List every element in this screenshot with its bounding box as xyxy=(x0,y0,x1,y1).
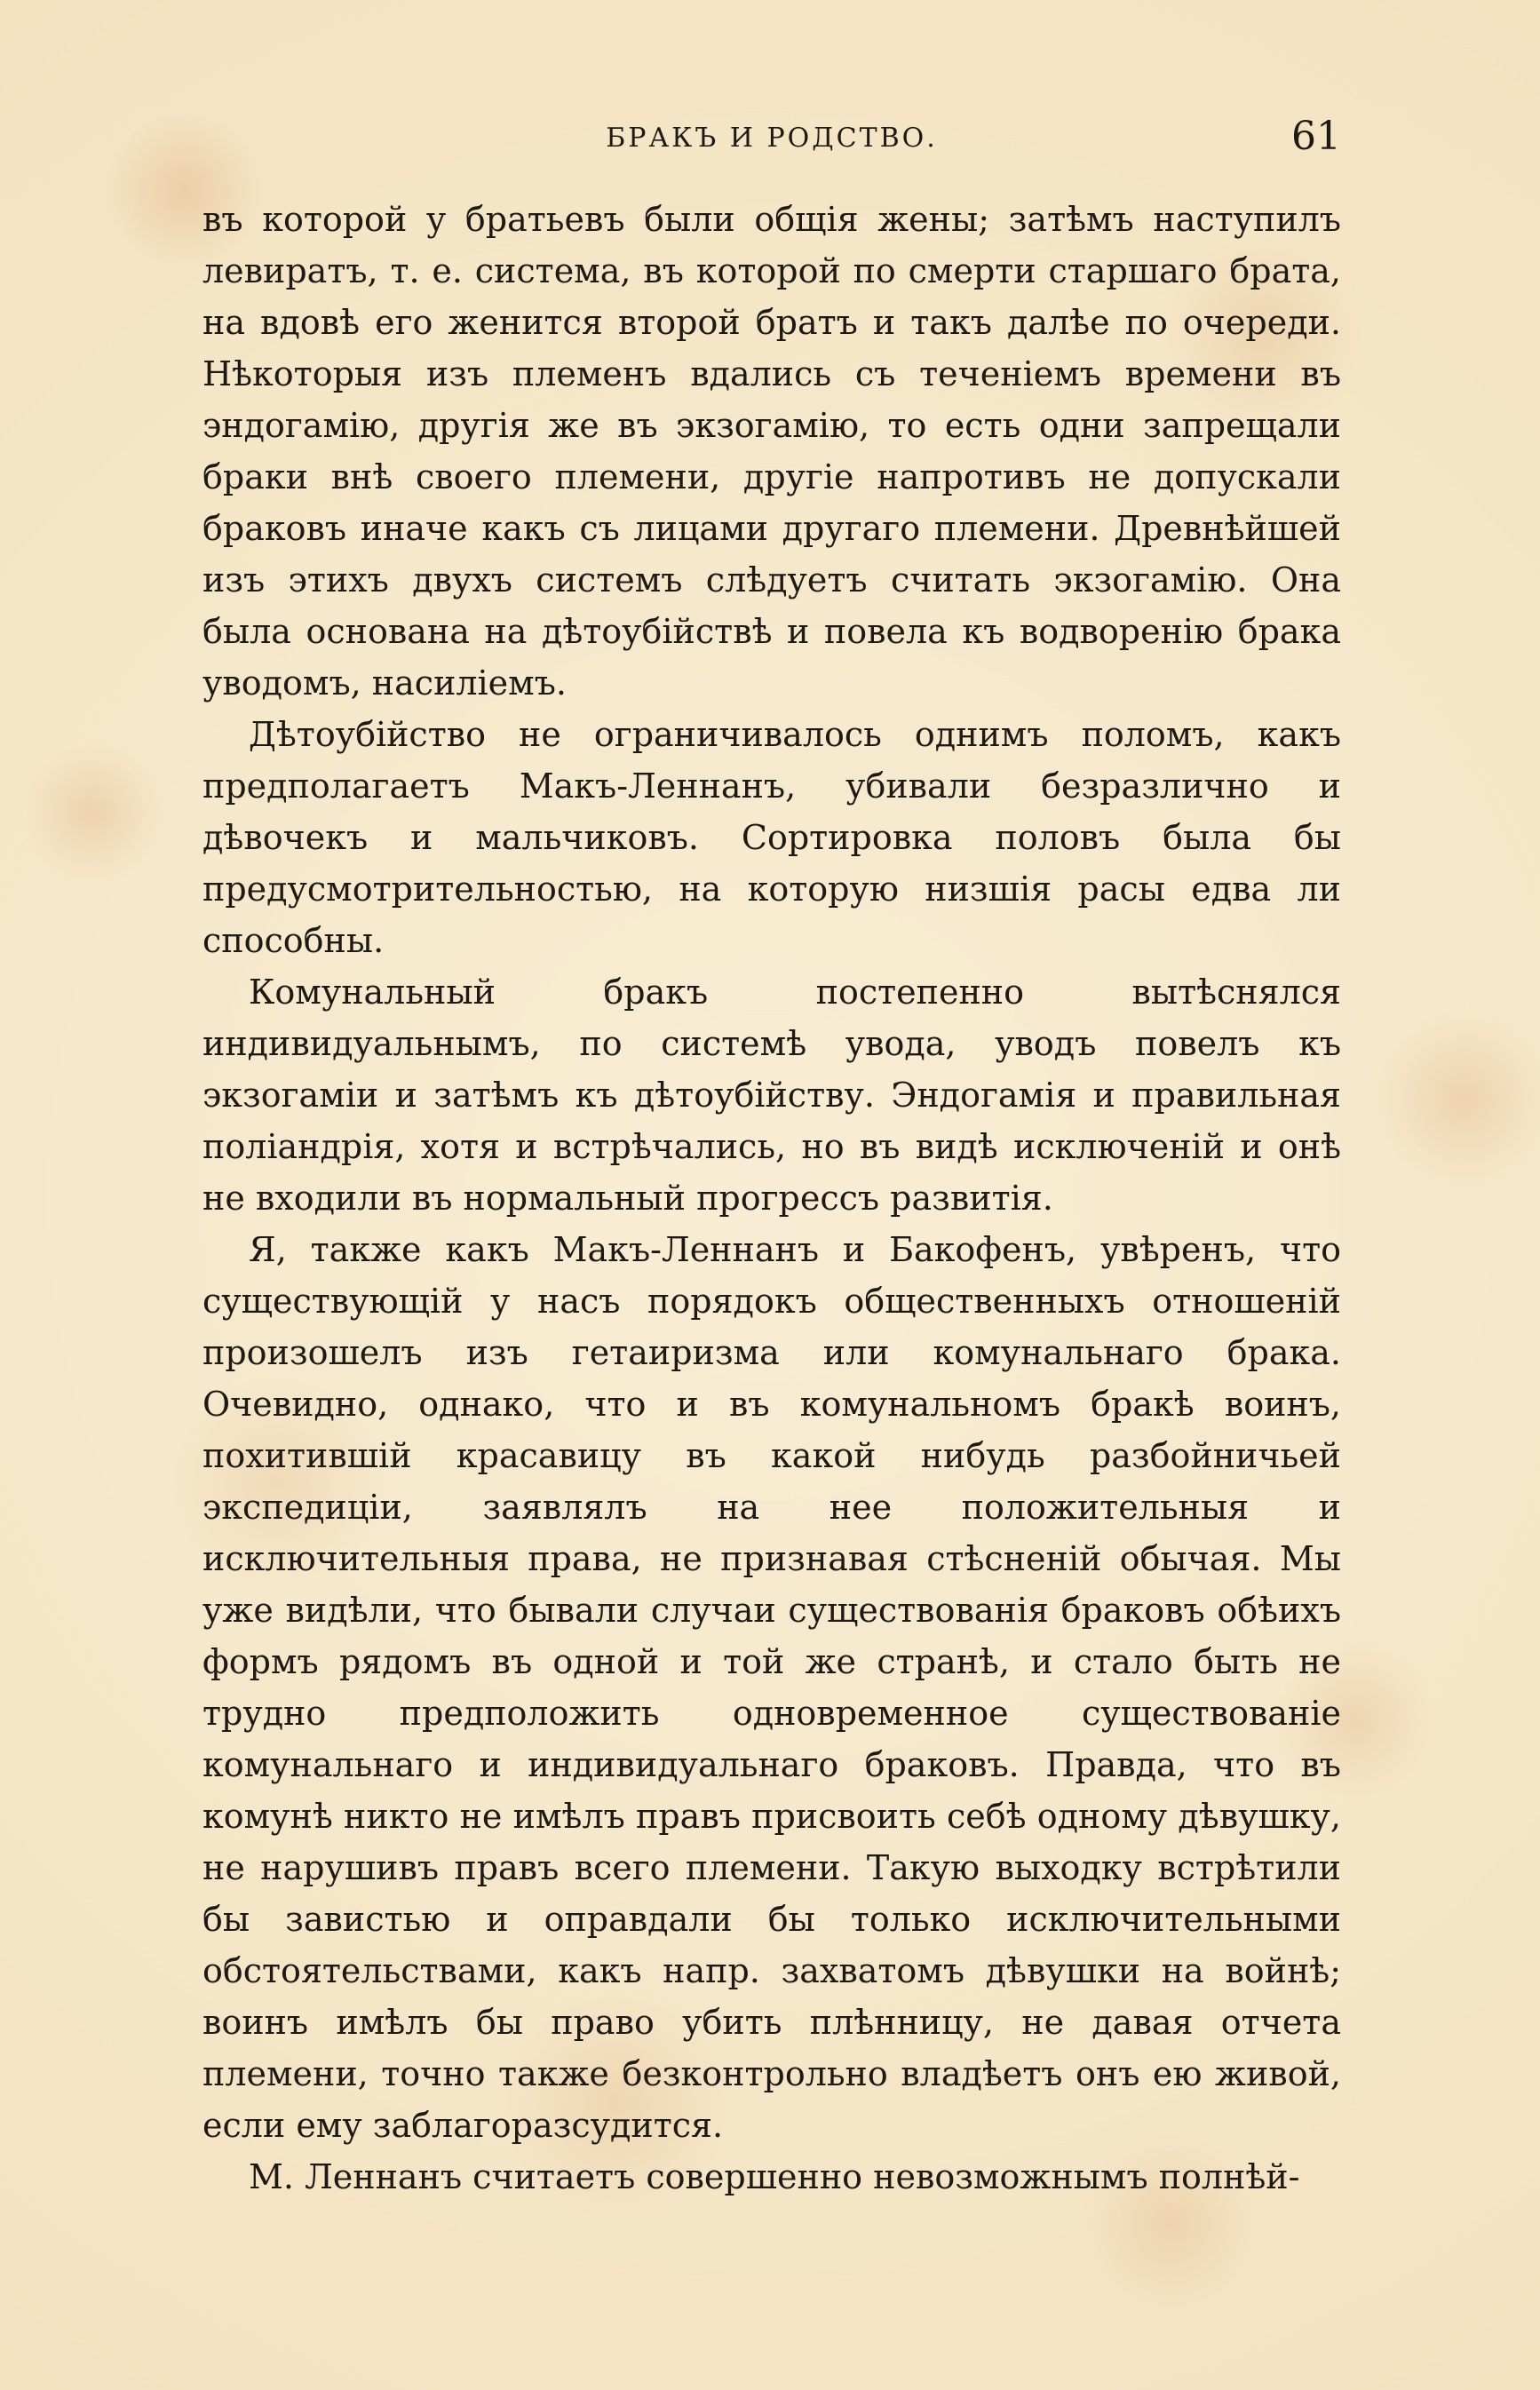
page-number: 61 xyxy=(1291,114,1341,159)
paragraph: въ которой у братьевъ были общія жены; затѣмъ наступилъ левиратъ, т. е. система, въ которой по смерти старшаго брата, на вдовѣ его женится второй братъ и такъ далѣе по очереди. Нѣкоторыя изъ племенъ вдались съ теченіемъ времени въ эндогамію, другія же въ экзогамію, то есть одни запрещали браки внѣ своего племени, другіе напротивъ не допускали браковъ иначе какъ съ лицами другаго племени. Древнѣйшей изъ этихъ двухъ системъ слѣдуетъ считать экзогамію. Она была основана на дѣтоубійствѣ и повела къ водворенію брака уводомъ, насиліемъ. xyxy=(202,200,1341,703)
paragraph: Дѣтоубійство не ограничивалось однимъ поломъ, какъ предполагаетъ Макъ-Леннанъ, убивали безразлично и дѣвочекъ и мальчиковъ. Сортировка половъ была бы предусмотрительностью, на которую низшія расы едва ли способны. xyxy=(202,715,1341,960)
body-text xyxy=(202,194,1341,2203)
paragraph: Я, также какъ Макъ-Леннанъ и Бакофенъ, увѣренъ, что существующій у насъ порядокъ общественныхъ отношеній произошелъ изъ гетаиризма или комунальнаго брака. Очевидно, однако, что и въ комунальномъ бракѣ воинъ, похитившій красавицу въ какой нибудь разбойничьей экспедиціи, заявлялъ на нее положительныя и исключительныя права, не признавая стѣсненій обычая. Мы уже видѣли, что бывали случаи существованія браковъ обѣихъ формъ рядомъ въ одной и той же странѣ, и стало быть не трудно предположить одновременное существованіе комунальнаго и индивидуальнаго браковъ. Правда, что въ комунѣ никто не имѣлъ правъ присвоить себѣ одному дѣвушку, не нарушивъ правъ всего племени. Такую выходку встрѣтили бы завистью и оправдали бы только исключительными обстоятельствами, какъ напр. захватомъ дѣвушки на войнѣ; воинъ имѣлъ бы право убить плѣнницу, не давая отчета племени, точно также безконтрольно владѣетъ онъ ею живой, если ему заблагоразсудится. xyxy=(202,1230,1341,2145)
paragraph: Комунальный бракъ постепенно вытѣснялся индивидуальнымъ, по системѣ увода, уводъ повелъ къ экзогаміи и затѣмъ къ дѣтоубійству. Эндогамія и правильная поліандрія, хотя и встрѣчались, но въ видѣ исключеній и онѣ не входили въ нормальный прогрессъ развитія. xyxy=(202,973,1341,1218)
running-header xyxy=(202,114,1341,167)
paragraph: М. Леннанъ считаетъ совершенно невозможнымъ полнѣй- xyxy=(249,2157,1300,2196)
running-title: БРАКЪ И РОДСТВО. xyxy=(606,123,938,154)
